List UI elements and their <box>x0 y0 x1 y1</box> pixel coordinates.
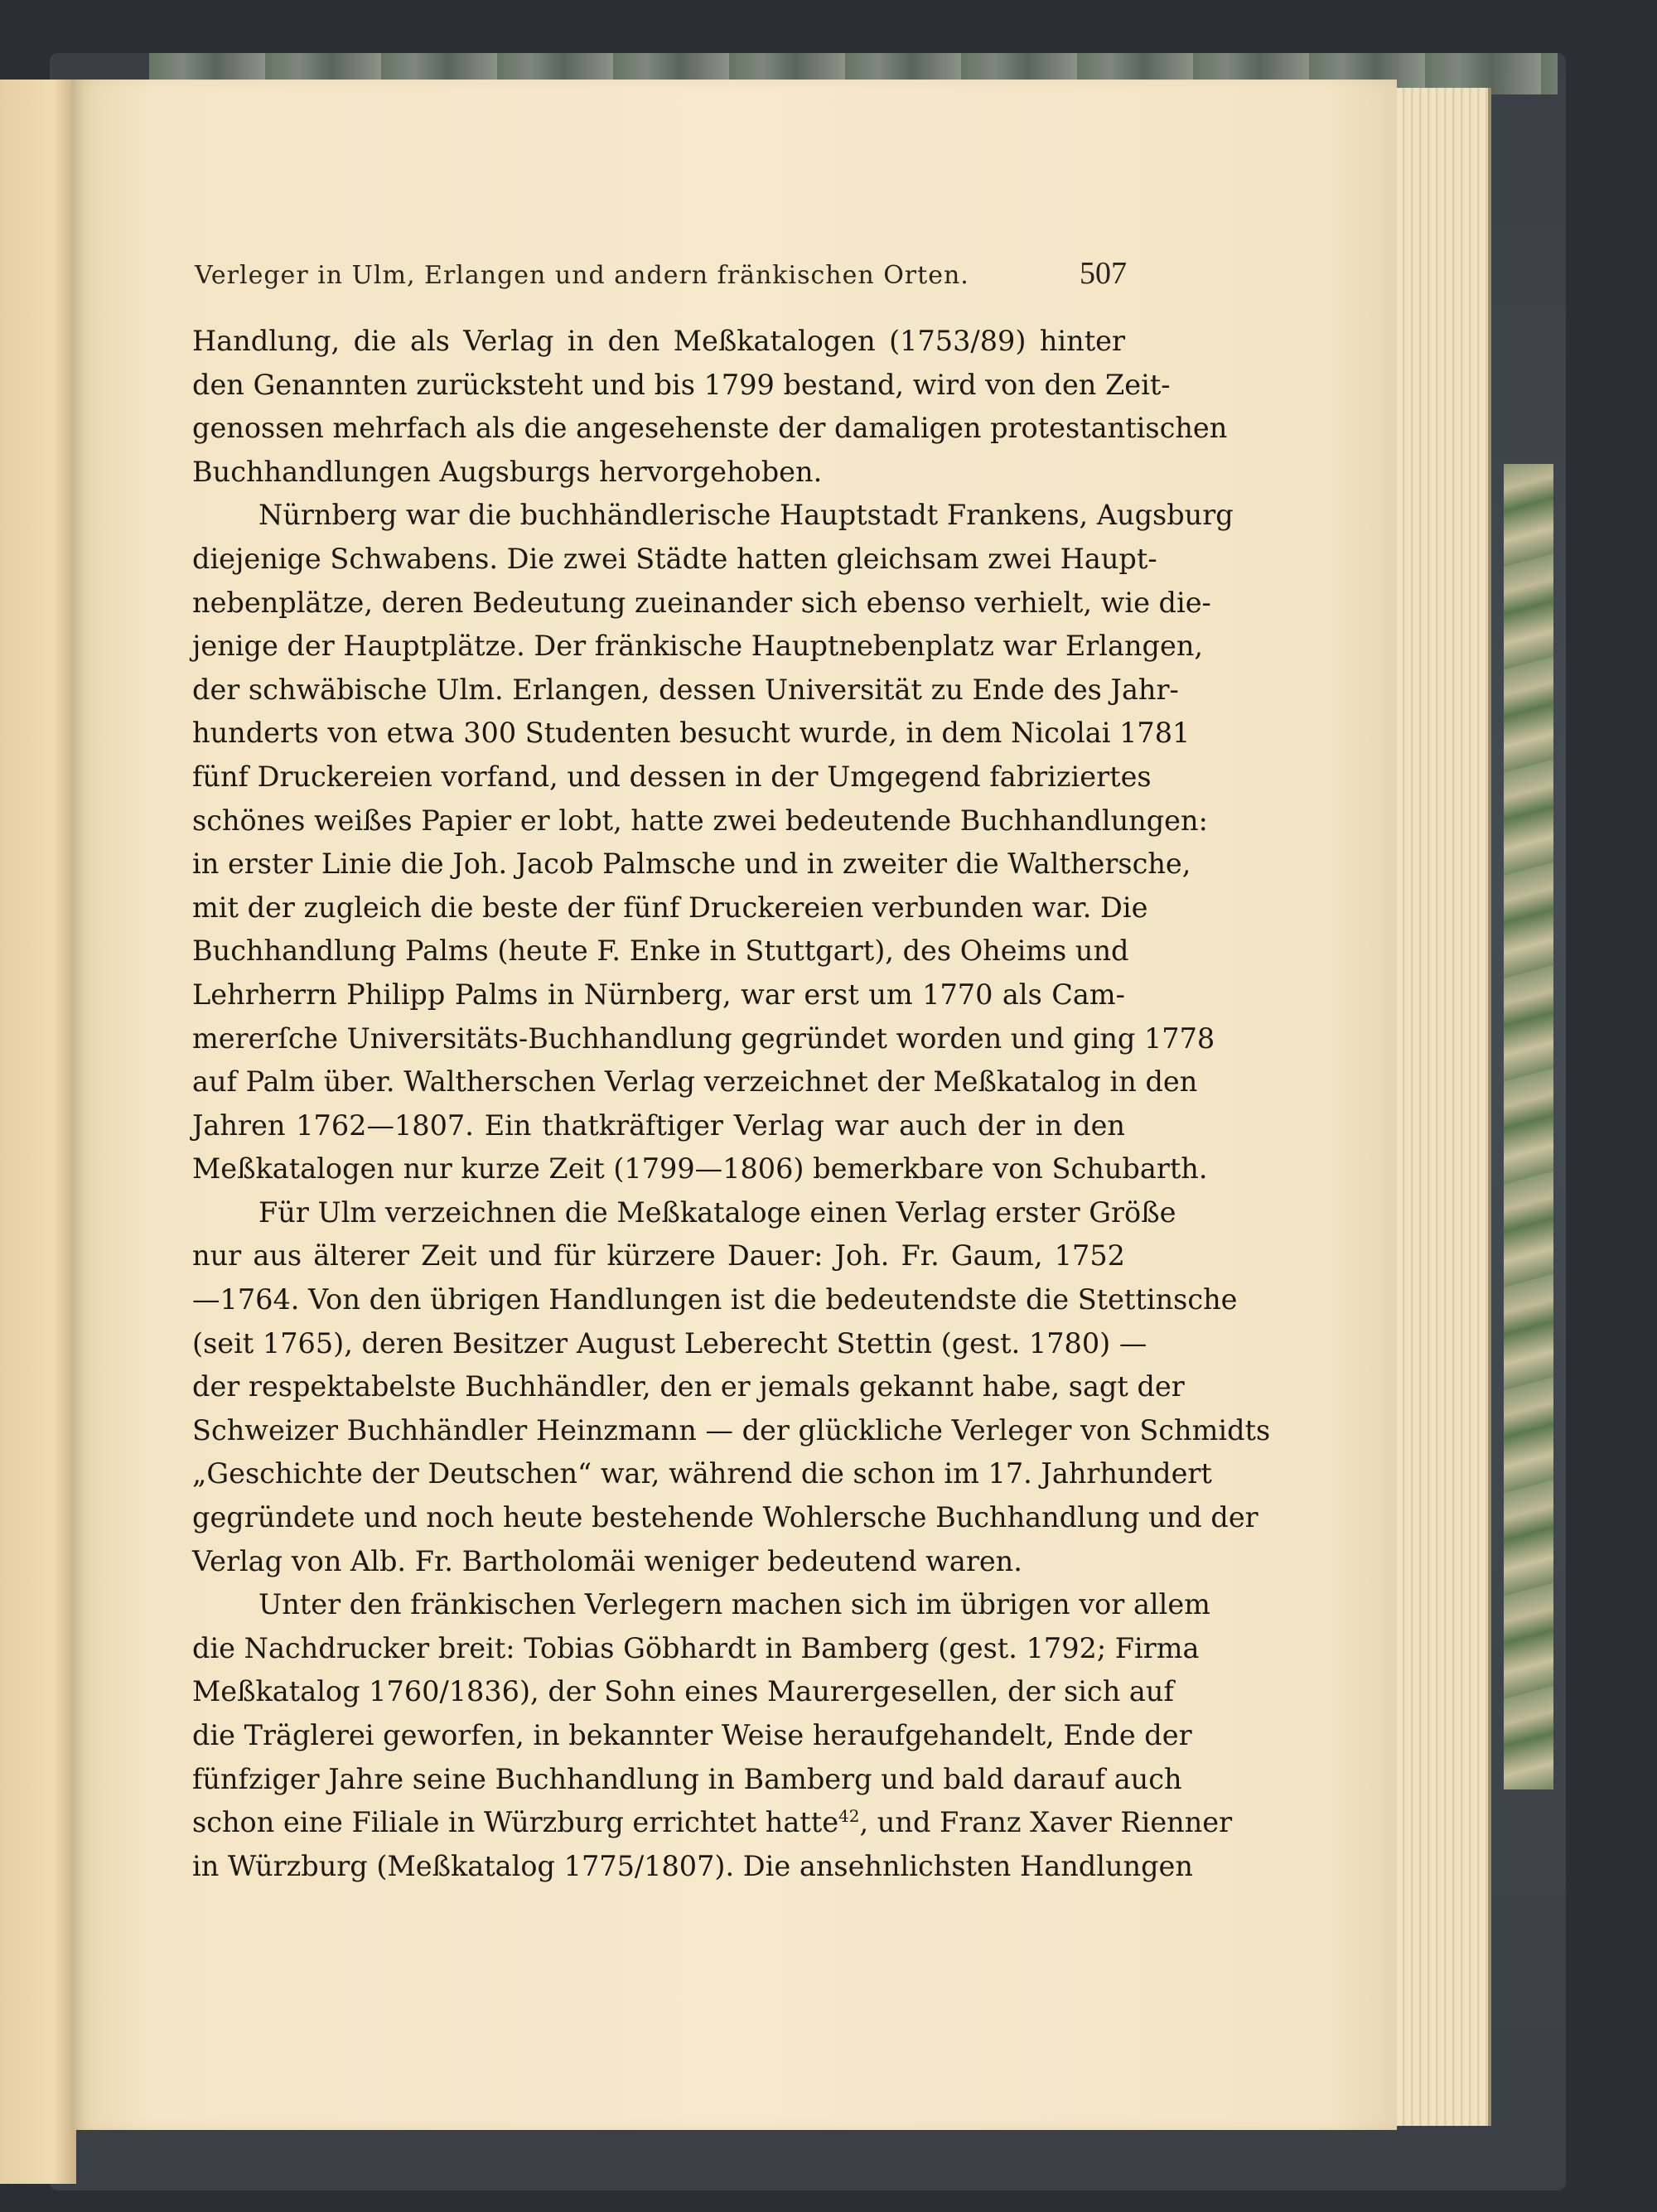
text-line: mit der zugleich die beste der fünf Druckereien verbunden war. Die <box>192 891 1148 924</box>
text-line: nebenplätze, deren Bedeutung zueinander sich ebenso verhielt, wie die- <box>192 586 1211 619</box>
text-line: Meßkatalog 1760/1836), der Sohn eines Maurergesellen, der sich auf <box>192 1675 1174 1708</box>
text-line: Unter den fränkischen Verlegern machen sich im übrigen vor allem <box>258 1588 1210 1621</box>
text-line: Verlag von Alb. Fr. Bartholomäi weniger bedeutend waren. <box>192 1544 1022 1577</box>
text-line-start: schon eine Filiale in Würzburg errichtet hatte <box>192 1806 839 1839</box>
text-line: die Nachdrucker breit: Tobias Göbhardt in Bamberg (gest. 1792; Firma <box>192 1631 1200 1664</box>
text-line: Für Ulm verzeichnen die Meßkataloge einen Verlag erster Größe <box>258 1195 1176 1229</box>
page-edges <box>1390 88 1491 2126</box>
text-line: Buchhandlungen Augsburgs hervorgehoben. <box>192 455 823 488</box>
text-line: den Genannten zurücksteht und bis 1799 bestand, wird von den Zeit- <box>192 368 1171 401</box>
text-line: fünf Druckereien vorfand, und dessen in der Umgegend fabriziertes <box>192 760 1152 793</box>
text-line: „Geschichte der Deutschen“ war, während die schon im 17. Jahrhundert <box>192 1457 1212 1490</box>
text-line: Nürnberg war die buchhändlerische Hauptstadt Frankens, Augsburg <box>258 499 1234 532</box>
page-number: 507 <box>1080 256 1127 291</box>
text-line: (seit 1765), deren Besitzer August Leberecht Stettin (gest. 1780) — <box>192 1326 1147 1360</box>
footnote-reference[interactable]: 42 <box>838 1806 860 1827</box>
text-line: in erster Linie die Joh. Jacob Palmsche und in zweiter die Walthersche, <box>192 848 1191 881</box>
text-line: diejenige Schwabens. Die zwei Städte hatten gleichsam zwei Haupt- <box>192 542 1157 575</box>
text-line: Meßkatalogen nur kurze Zeit (1799—1806) bemerkbare von Schubarth. <box>192 1152 1208 1186</box>
text-line: der respektabelste Buchhändler, den er jemals gekannt habe, sagt der <box>192 1370 1185 1403</box>
text-line: Lehrherrn Philipp Palms in Nürnberg, war erst um 1770 als Cam- <box>192 978 1125 1011</box>
running-header <box>195 255 1127 295</box>
marbled-binding-right <box>1504 464 1553 1789</box>
text-line-footnote-ref <box>192 1801 1233 1845</box>
text-line: in Würzburg (Meßkatalog 1775/1807). Die ansehnlichsten Handlungen <box>192 1849 1193 1882</box>
running-header-title: Verleger in Ulm, Erlangen und andern fränkischen Orten. <box>195 261 969 290</box>
text-line: Schweizer Buchhändler Heinzmann — der glückliche Verleger von Schmidts <box>192 1413 1271 1446</box>
text-line: genossen mehrfach als die angesehenste der damaligen protestantischen <box>192 412 1228 445</box>
text-line: nur aus älterer Zeit und für kürzere Dauer: Joh. Fr. Gaum, 1752 <box>192 1239 1125 1273</box>
text-line-end: , und Franz Xaver Rienner <box>859 1806 1233 1839</box>
text-line: hunderts von etwa 300 Studenten besucht wurde, in dem Nicolai 1781 <box>192 717 1191 750</box>
text-line: jenige der Hauptplätze. Der fränkische Hauptnebenplatz war Erlangen, <box>192 630 1204 663</box>
left-page-edge <box>0 80 76 2184</box>
text-line: der schwäbische Ulm. Erlangen, dessen Universität zu Ende des Jahr- <box>192 673 1179 706</box>
body-text <box>192 320 1271 1888</box>
text-line: Handlung, die als Verlag in den Meßkatalogen (1753/89) hinter <box>192 325 1125 357</box>
text-line: schönes weißes Papier er lobt, hatte zwei bedeutende Buchhandlungen: <box>192 804 1208 837</box>
text-line: mererſche Universitäts-Buchhandlung gegründet worden und ging 1778 <box>192 1021 1215 1055</box>
text-line: Buchhandlung Palms (heute F. Enke in Stuttgart), des Oheims und <box>192 935 1129 968</box>
text-line: gegründete und noch heute bestehende Wohlersche Buchhandlung und der <box>192 1501 1258 1534</box>
text-line: fünfziger Jahre seine Buchhandlung in Bamberg und bald darauf auch <box>192 1762 1182 1795</box>
text-line: Jahren 1762—1807. Ein thatkräftiger Verlag war auch der in den <box>192 1108 1125 1142</box>
text-line: auf Palm über. Waltherschen Verlag verzeichnet der Meßkatalog in den <box>192 1065 1198 1099</box>
text-line: —1764. Von den übrigen Handlungen ist die bedeutendste die Stettinsche <box>192 1283 1238 1316</box>
text-line: die Träglerei geworfen, in bekannter Weise heraufgehandelt, Ende der <box>192 1719 1192 1751</box>
